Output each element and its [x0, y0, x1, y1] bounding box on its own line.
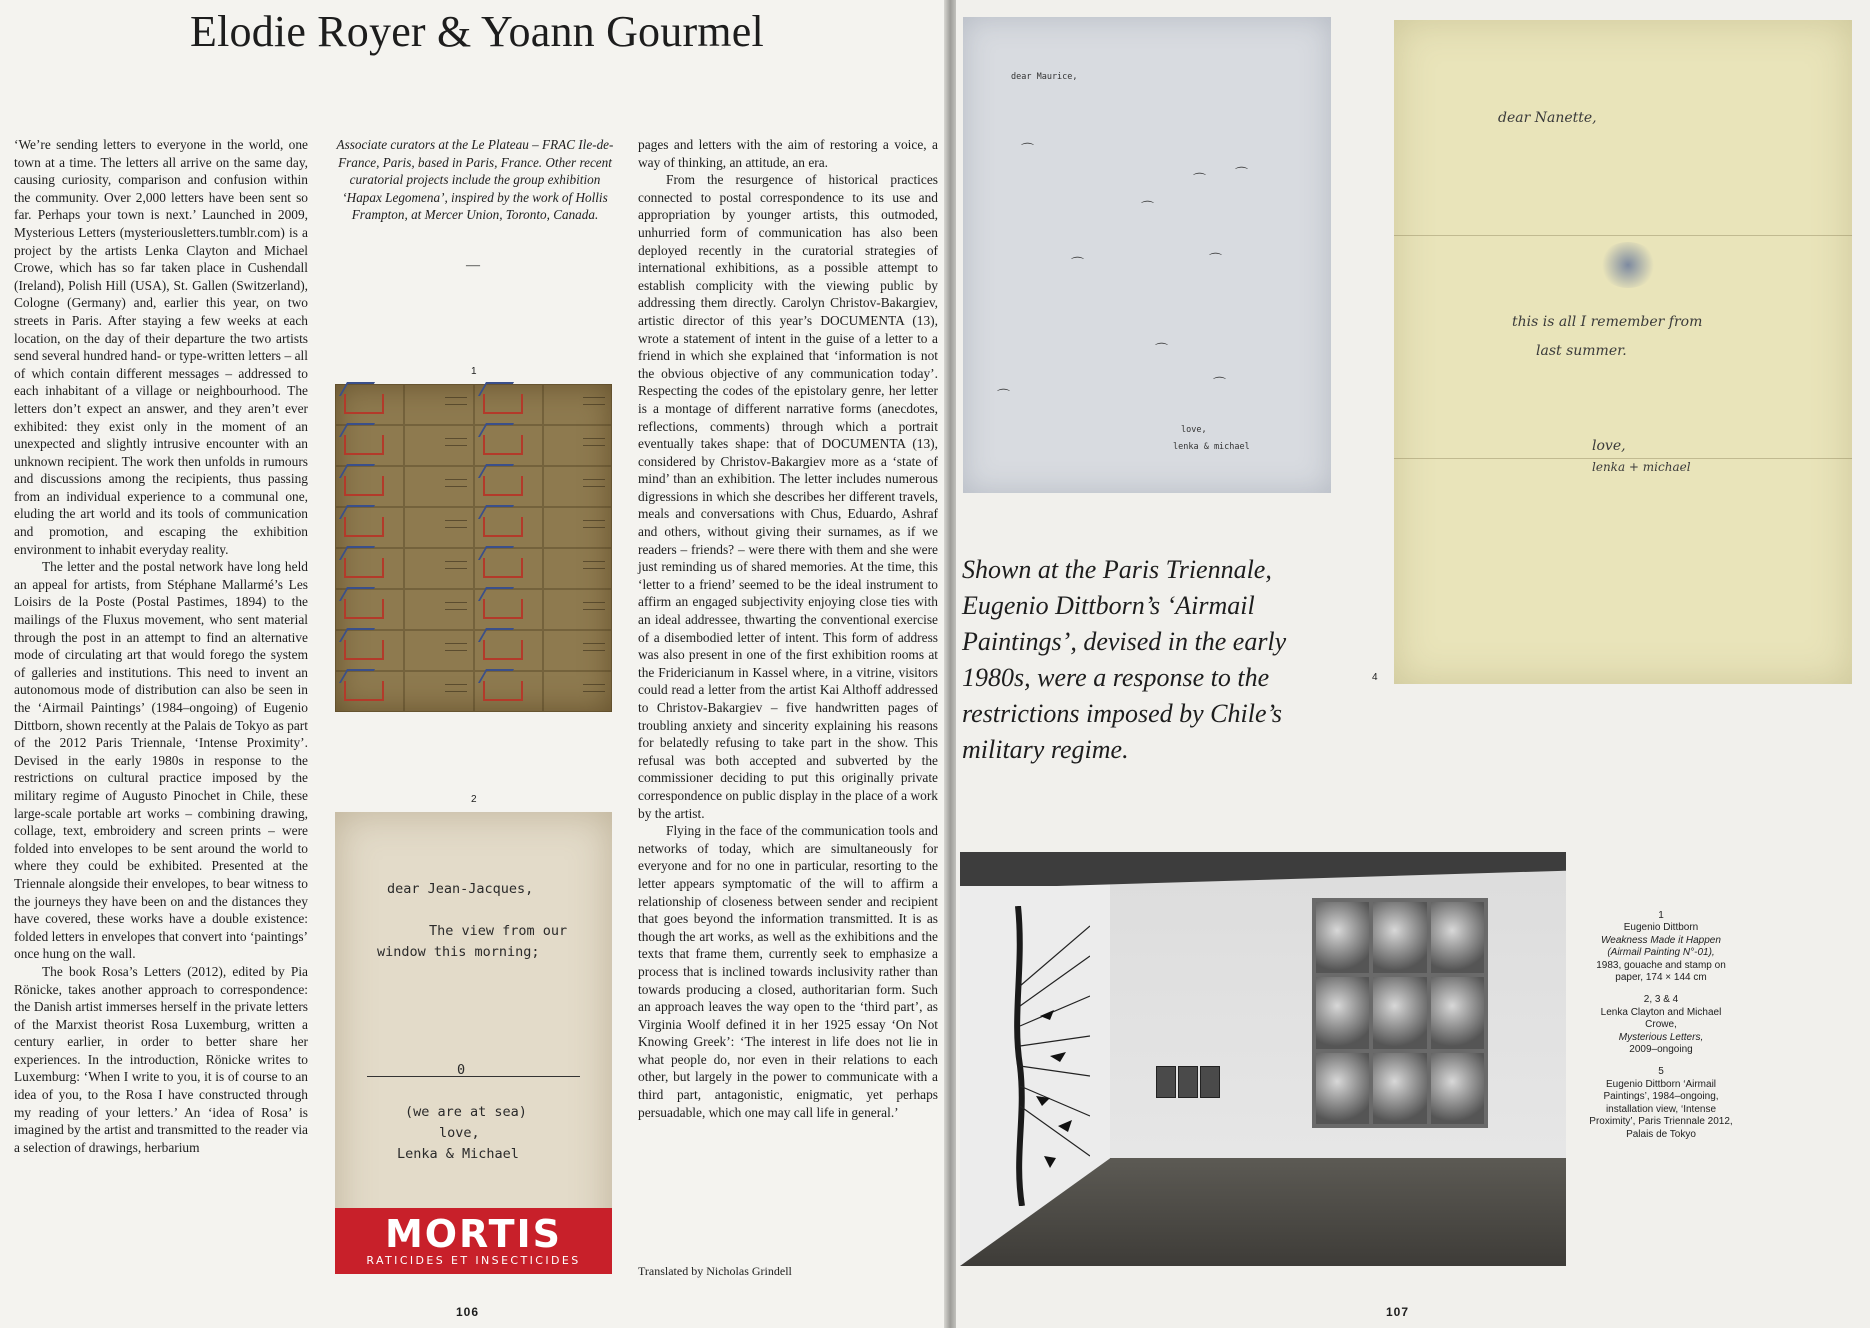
address-label [583, 520, 605, 528]
house-drawing [483, 681, 523, 701]
bird-icon: ⌒ [1213, 377, 1227, 392]
paragraph: ‘We’re sending letters to everyone in the world, one town at a time. The letters all arrive on the same day, causing curiosity, comparison and confusion within the community. Over 2,000 letters have been sent so far. Perhaps your town is next.’ Launched in 2009, Mysterious Letters (mysteriousletters.tumblr.com) is a project by the artists Lenka Clayton and Michael Crowe, which has so far taken place in Cushendall (Ireland), Polish Hill (USA), St. Gallen (Switzerland), Cologne (Germany) and, earlier this year, on two streets in Paris. After staying a few weeks at each location, on the day of their departure the two artists send several hundred hand- or type-written letters – all of which contain different messages – addressed to each inhabitant of a village or neighbourhood. The letters don’t expect an answer, and they aren’t ever exhibited: they exist only in the moment of an unexpected and slightly intrusive encounter with an unknown recipient. The work then unfolds in rumours and discussions among the recipients, thus passing from an individual experience to a communal one, eluding the art world and its tools of communication and promotion, and escaping the exhibition environment to inhabit everyday reality. [14, 137, 308, 557]
caption-number: 1 [1658, 910, 1664, 921]
address-label [445, 561, 467, 569]
bird-icon: ⌒ [997, 389, 1011, 404]
figure-4-image [1394, 20, 1852, 684]
envelope-tile [404, 507, 473, 548]
letterhead-band [335, 1208, 612, 1274]
envelope-tile [474, 589, 543, 630]
paragraph: From the resurgence of historical practices connected to postal correspondence to its use and appropriation by younger artists, this outmoded, unhurried form of communication has also been deployed recently in the curatorial strategies of international exhibitions, as a possible attempt to establish complicity with the viewing public by addressing them directly. Carolyn Christov-Bakargiev, artistic director of this year’s DOCUMENTA (13), wrote a statement of intent in the guise of a letter to a friend in which she explained that ‘information is not the obvious objective of any communication today’. Respecting the codes of the epistolary genre, her letter is a montage of different narrative forms (anecdotes, reflections, comments) through which a portrait eventually takes shape: that of DOCUMENTA (13), considered by Christov-Bakargiev more as a ‘state of mind’ than an exhibition. The letter includes numerous digressions in which she describes her different travels, meals and conversations with Chus, Eduardo, Ashraf and others, without giving their surnames, as if we readers – friends? – were there with them and she were just reminding us of shared memories. At the time, this ‘letter to a friend’ seemed to be the ideal instrument to affirm an engaged subjectivity enjoying close ties with an ideal addressee, thwarting the conventional exercise of a disembodied letter of intent. This form of address was also present in one of the first exhibition rooms at the Fridericianum in Kassel where, in a vitrine, visitors could read a letter from the artist Kai Althoff addressed to Christov-Bakargiev – five handwritten pages of troubling anxiety and sincerity explaining his reasons for belatedly refusing to take part in the show. This refusal was both accepted and subverted by the commissioner deciding to put this originally private correspondence on public display in the place of a work by the artist. [638, 172, 938, 821]
address-label [445, 520, 467, 528]
envelope-tile [543, 425, 612, 466]
envelope-tile [543, 671, 612, 712]
address-label [445, 684, 467, 692]
paragraph: Flying in the face of the communication tools and networks of today, which are simultaneously for everyone and for no one in particular, resorting to the letter appears symptomatic of the will to affirm a relationship of closeness between sender and recipient that goes beyond the information transmitted. It is as though the art works, as well as the exhibitions and the texts that frame them, currently seek to emphasize a process that is inclined towards inclusivity rather than towards producing a closed, authoritarian form. Such an approach leaves the way open to the ‘third part’, as Virginia Woolf defined it in her 1925 essay ‘On Not Knowing Greek’: ‘The interest in life does not lie in what people do, nor even in their relations to each other, but largely in the power to communicate with a third part, antagonistic, enigmatic, yet perhaps persuadable, which one may call life in general.’ [638, 823, 938, 1120]
bird-icon: ⌒ [1193, 173, 1207, 188]
letterhead-subtitle: RATICIDES ET INSECTICIDES [366, 1254, 581, 1267]
article-title: Elodie Royer & Yoann Gourmel [190, 7, 764, 56]
letter-line: this is all I remember from [1512, 314, 1703, 330]
envelope-tile [335, 671, 404, 712]
bird-icon: ⌒ [1141, 201, 1155, 216]
house-drawing [483, 517, 523, 537]
letter-line: last summer. [1536, 343, 1627, 359]
address-label [583, 438, 605, 446]
caption-artist: Eugenio Dittborn [1623, 922, 1699, 934]
house-drawing [344, 640, 384, 660]
envelope-tile [404, 589, 473, 630]
page-number-right: 107 [1386, 1305, 1410, 1319]
airmail-painting [1312, 898, 1488, 1128]
letter-signature: Lenka & Michael [397, 1146, 519, 1162]
letter-signature: lenka + michael [1592, 460, 1691, 474]
address-label [445, 602, 467, 610]
letter-line: window this morning; [377, 944, 540, 960]
display-case [1200, 1066, 1220, 1098]
letter-signature: lenka & michael [1173, 442, 1250, 452]
caption-title: Weakness Made it Happen (Airmail Painting N°-01), [1601, 934, 1721, 959]
letter-closing: love, [439, 1125, 480, 1141]
letter-line: The view from our [429, 923, 568, 939]
figure-4-number: 4 [1372, 672, 1378, 683]
caption-2-3-4 [1586, 994, 1736, 1056]
envelope-tile [404, 384, 473, 425]
letterhead-brand: MORTIS [384, 1212, 563, 1256]
house-drawing [344, 435, 384, 455]
figure-2-image [335, 812, 612, 1274]
letter-rule [367, 1076, 580, 1077]
paragraph: The book Rosa’s Letters (2012), edited by Pia Rönicke, takes another approach to correspondence: the Danish artist immerses herself in the private letters of the Marxist theorist Rosa Luxemburg, written a century earlier, in order to better share her experiences. In the introduction, Rönicke writes to Luxemburg: ‘When I write to you, it is of course to an idea of you, to the Rosa I have constructed through my reading of your letters.’ An ‘idea of Rosa’ is imagined by the artist and transmitted to the reader via a selection of drawings, herbarium [14, 963, 308, 1155]
envelope-tile [474, 630, 543, 671]
letter-line: (we are at sea) [405, 1104, 527, 1120]
figure-1-image [335, 384, 612, 712]
envelope-tile [404, 630, 473, 671]
house-drawing [483, 640, 523, 660]
address-label [445, 397, 467, 405]
right-page [956, 0, 1870, 1328]
house-drawing [483, 394, 523, 414]
address-label [445, 643, 467, 651]
envelope-tile [543, 548, 612, 589]
caption-number: 5 [1658, 1066, 1664, 1078]
house-drawing [483, 476, 523, 496]
bird-icon: ⌒ [1235, 167, 1249, 182]
envelope-tile [543, 466, 612, 507]
letter-zero: 0 [457, 1062, 466, 1078]
page-number-left: 106 [456, 1305, 480, 1319]
bird-icon: ⌒ [1209, 253, 1223, 268]
caption-number: 2, 3 & 4 [1643, 994, 1679, 1006]
envelope-tile [474, 384, 543, 425]
caption-artist: Lenka Clayton and Michael Crowe, [1600, 1006, 1722, 1031]
envelope-tile [474, 425, 543, 466]
letter-salutation: dear Jean-Jacques, [387, 881, 534, 897]
ink-stain [1599, 242, 1657, 288]
caption-text: Eugenio Dittborn ‘Airmail Paintings’, 1984–ongoing, installation view, ‘Intense Proximity’, Paris Triennale 2012, Palais de Tokyo [1589, 1078, 1733, 1140]
house-drawing [344, 558, 384, 578]
text-column-3 [638, 136, 938, 1121]
pull-quote: Shown at the Paris Triennale, Eugenio Dittborn’s ‘Airmail Paintings’, devised in the early 1980s, were a response to the restrictions imposed by Chile’s military regime. [962, 555, 1287, 764]
fold-line [1394, 235, 1852, 236]
letter-salutation: dear Nanette, [1498, 110, 1597, 126]
text-column-1 [14, 136, 308, 1156]
fold-line [1394, 458, 1852, 459]
envelope-tile [474, 466, 543, 507]
letter-salutation: dear Maurice, [1011, 72, 1078, 82]
envelope-tile [543, 589, 612, 630]
paragraph: pages and letters with the aim of restoring a voice, a way of thinking, an attitude, an era. [638, 137, 938, 170]
letter-closing: love, [1181, 425, 1207, 435]
translator-credit: Translated by Nicholas Grindell [638, 1264, 792, 1278]
display-case [1178, 1066, 1198, 1098]
envelope-tile [404, 548, 473, 589]
bio-divider: — [466, 258, 480, 273]
address-label [445, 438, 467, 446]
bird-icon: ⌒ [1071, 257, 1085, 272]
figure-1-number: 1 [471, 366, 477, 377]
display-case [1156, 1066, 1176, 1098]
caption-details: 2009–ongoing [1629, 1044, 1693, 1056]
address-label [583, 479, 605, 487]
envelope-tile [335, 384, 404, 425]
envelope-tile [474, 548, 543, 589]
installation-sculpture [1010, 906, 1090, 1206]
envelope-tile [543, 630, 612, 671]
address-label [583, 561, 605, 569]
envelope-tile [543, 507, 612, 548]
figure-3-image [963, 17, 1331, 493]
envelope-tile [404, 466, 473, 507]
letter-closing: love, [1592, 438, 1626, 454]
address-label [445, 479, 467, 487]
house-drawing [483, 435, 523, 455]
caption-title: Mysterious Letters, [1618, 1031, 1704, 1043]
house-drawing [344, 681, 384, 701]
house-drawing [344, 517, 384, 537]
envelope-tile [335, 630, 404, 671]
bird-icon: ⌒ [1155, 343, 1169, 358]
author-bio: Associate curators at the Le Plateau – FRAC Ile-de-France, Paris, based in Paris, France. Other recent curatorial projects include the group exhibition ‘Hapax Legomena’, inspired by the work of Hollis Frampton, at Mercer Union, Toronto, Canada. [336, 137, 614, 223]
envelope-tile [404, 425, 473, 466]
envelope-tile [543, 384, 612, 425]
house-drawing [344, 476, 384, 496]
caption-details: 1983, gouache and stamp on paper, 174 × 144 cm [1596, 959, 1726, 984]
envelope-tile [335, 425, 404, 466]
figure-5-image [960, 852, 1566, 1266]
address-label [583, 684, 605, 692]
envelope-tile [474, 671, 543, 712]
address-label [583, 397, 605, 405]
caption-5 [1586, 1066, 1736, 1140]
caption-1 [1586, 910, 1736, 984]
figure-captions [1586, 910, 1736, 1151]
envelope-tile [404, 671, 473, 712]
envelope-tile [335, 466, 404, 507]
envelope-tile [335, 548, 404, 589]
envelope-tile [474, 507, 543, 548]
address-label [583, 643, 605, 651]
bird-icon: ⌒ [1021, 143, 1035, 158]
house-drawing [344, 599, 384, 619]
figure-2-number: 2 [471, 794, 477, 805]
envelope-tile [335, 589, 404, 630]
paragraph: The letter and the postal network have long held an appeal for artists, from Stéphane Mallarmé’s Les Loisirs de la Poste (Postal Pastimes, 1894) to the mailings of the Fluxus movement, who sent material through the post in an attempt to find an alternative mode of circulating art that would forego the system of galleries and institutions. This need to invent an autonomous mode of distribution can also be seen in the ‘Airmail Paintings’ (1984–ongoing) of Eugenio Dittborn, shown recently at the Palais de Tokyo as part of the 2012 Paris Triennale, ‘Intense Proximity’. Devised in the early 1980s in response to the restrictions on cultural practice imposed by the military regime of Augusto Pinochet in Chile, these large-scale portable art works – combining drawing, collage, text, embroidery and screen prints – were folded into envelopes to be sent around the world to where they could be exhibited. Presented at the Triennale alongside their envelopes, to bear witness to the journeys they have been on and the distances they have covered, these works have a double existence: folded letters in envelopes that convert into ‘paintings’ once hung on the wall. [14, 559, 308, 962]
address-label [583, 602, 605, 610]
house-drawing [483, 599, 523, 619]
house-drawing [344, 394, 384, 414]
envelope-tile [335, 507, 404, 548]
house-drawing [483, 558, 523, 578]
